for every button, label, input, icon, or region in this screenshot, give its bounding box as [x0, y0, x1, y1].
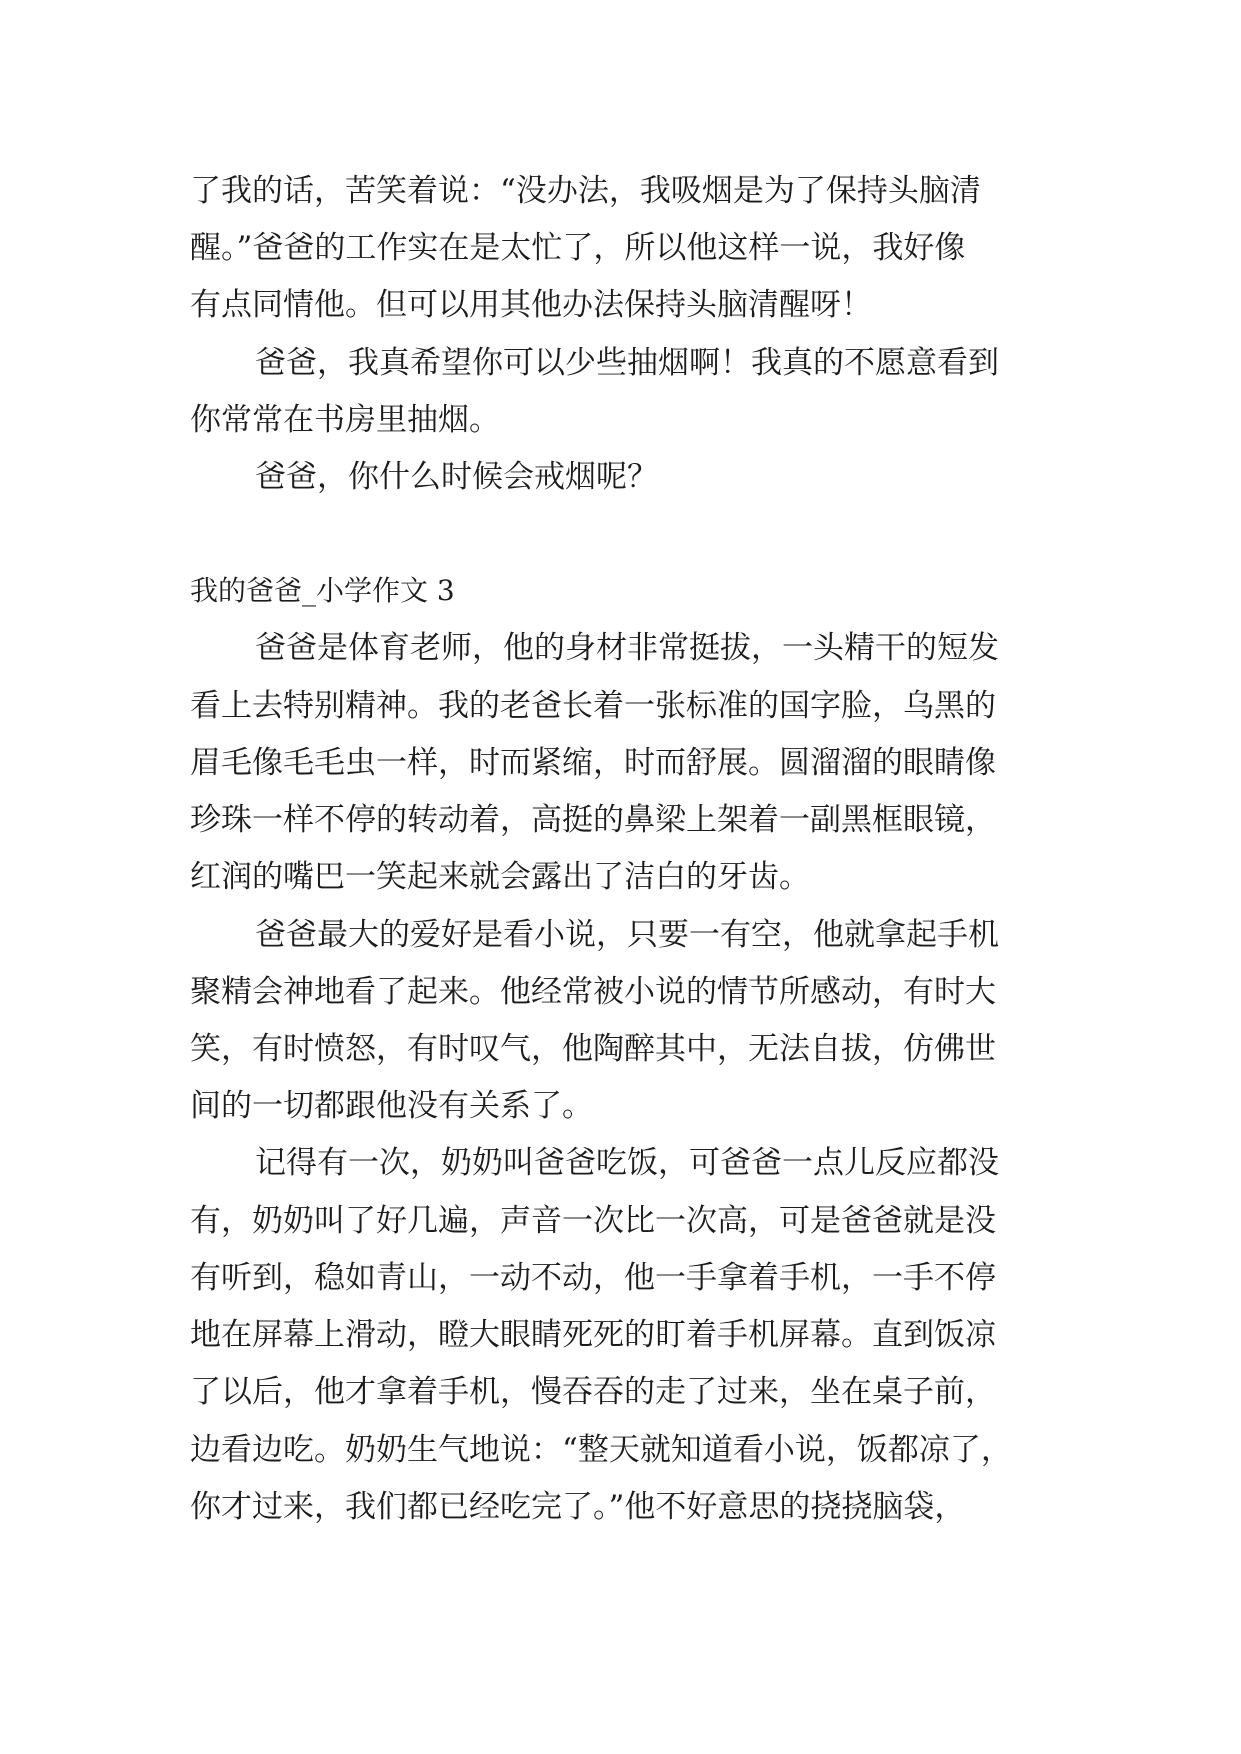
text-line: 醒。”爸爸的工作实在是太忙了，所以他这样一说，我好像 [190, 230, 966, 266]
text-line: 爸爸，你什么时候会戒烟呢？ [255, 459, 658, 495]
text-line: 地在屏幕上滑动，瞪大眼睛死死的盯着手机屏幕。直到饭凉 [190, 1317, 996, 1353]
text-line: 看上去特别精神。我的老爸长着一张标准的国字脸，乌黑的 [190, 688, 996, 724]
text-line: 有听到，稳如青山，一动不动，他一手拿着手机，一手不停 [190, 1260, 996, 1296]
text-line: 爸爸最大的爱好是看小说，只要一有空，他就拿起手机 [255, 917, 999, 953]
text-line: 眉毛像毛毛虫一样，时而紧缩，时而舒展。圆溜溜的眼睛像 [190, 745, 996, 781]
text-line: 红润的嘴巴一笑起来就会露出了洁白的牙齿。 [190, 859, 810, 895]
text-line: 边看边吃。奶奶生气地说：“整天就知道看小说，饭都凉了， [190, 1432, 1012, 1468]
section-heading: 我的爸爸_小学作文 3 [190, 574, 455, 607]
text-line: 有，奶奶叫了好几遍，声音一次比一次高，可是爸爸就是没 [190, 1203, 996, 1239]
text-line: 笑，有时愤怒，有时叹气，他陶醉其中，无法自拔，仿佛世 [190, 1031, 996, 1067]
text-line: 爸爸是体育老师，他的身材非常挺拔，一头精干的短发 [255, 630, 999, 666]
text-line: 间的一切都跟他没有关系了。 [190, 1088, 593, 1124]
text-line: 了我的话，苦笑着说：“没办法，我吸烟是为了保持头脑清 [190, 173, 981, 209]
text-line: 爸爸，我真希望你可以少些抽烟啊！我真的不愿意看到 [255, 345, 999, 381]
text-line: 聚精会神地看了起来。他经常被小说的情节所感动，有时大 [190, 974, 996, 1010]
text-line: 你才过来，我们都已经吃完了。”他不好意思的挠挠脑袋， [190, 1489, 966, 1525]
text-line: 了以后，他才拿着手机，慢吞吞的走了过来，坐在桌子前， [190, 1374, 996, 1410]
text-line: 记得有一次，奶奶叫爸爸吃饭，可爸爸一点儿反应都没 [255, 1145, 999, 1181]
text-line: 珍珠一样不停的转动着，高挺的鼻梁上架着一副黑框眼镜， [190, 802, 996, 838]
text-line: 有点同情他。但可以用其他办法保持头脑清醒呀！ [190, 287, 872, 323]
text-line: 你常常在书房里抽烟。 [190, 402, 500, 438]
